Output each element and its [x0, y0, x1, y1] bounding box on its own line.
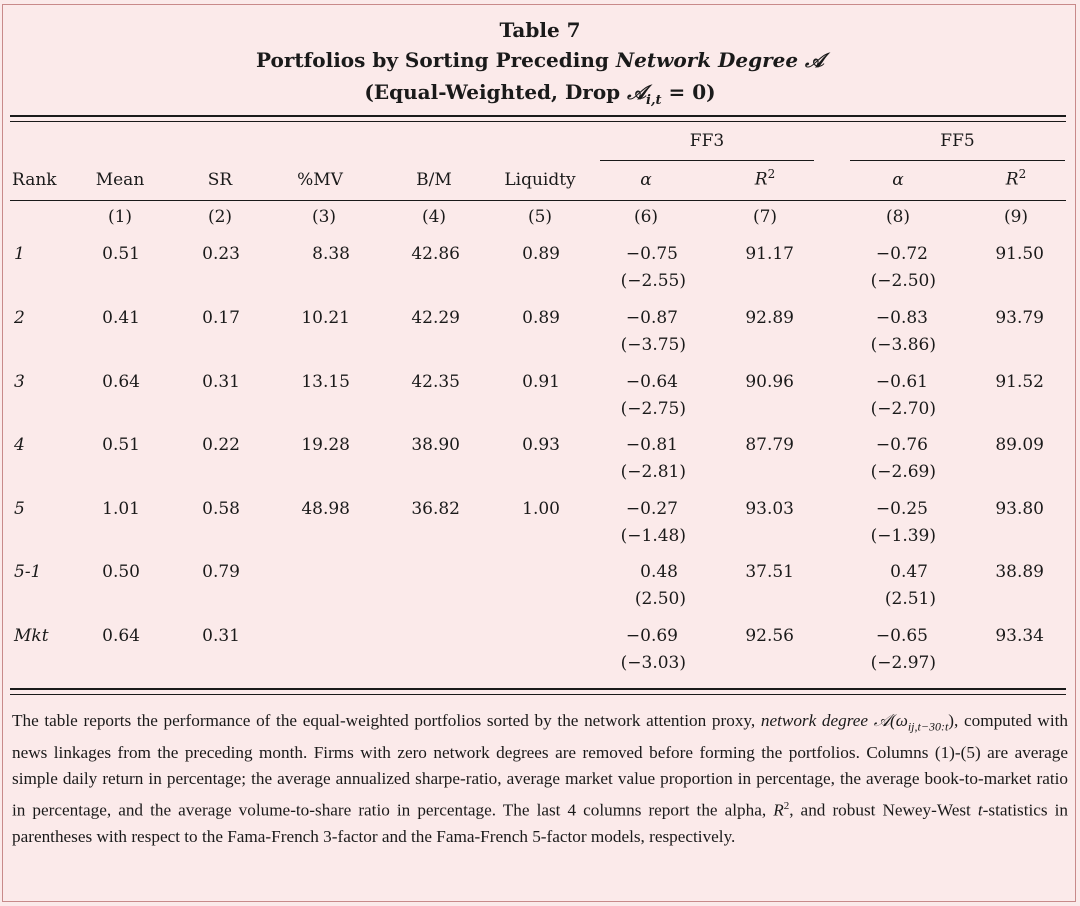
col-alpha-ff3: α	[640, 170, 652, 190]
table-subtitle	[0, 80, 1080, 108]
note-text-3: , and robust Newey-West	[789, 800, 978, 820]
cell-tstat-ff5: (2.51)	[884, 589, 936, 609]
cell-tstat-ff5: (−1.39)	[870, 526, 936, 546]
subtitle-math: 𝒜	[627, 80, 647, 104]
cell-sr: 0.22	[202, 435, 240, 455]
colnum-6: (6)	[633, 207, 659, 227]
cell-alpha-ff5: −0.61	[875, 372, 928, 392]
r2-sup: 2	[1018, 167, 1027, 181]
cell-alpha-ff5: −0.25	[875, 499, 928, 519]
note-text-4: -statistics in parentheses with respect to the Fama-French 3-factor and the Fama-French 5-factor models, respectively.	[12, 800, 1069, 847]
cell-tstat-ff5: (−2.50)	[870, 271, 936, 291]
cell-tstat-ff5: (−2.69)	[870, 462, 936, 482]
cell-mv: 10.21	[301, 308, 350, 328]
r2-symbol: R	[754, 169, 768, 190]
table-title	[0, 48, 1080, 72]
cell-r2-ff5: 91.50	[995, 244, 1044, 264]
cell-bm: 42.35	[411, 372, 460, 392]
note-text-2: ), computed with news linkages from the preceding month. Firms with zero network degrees are removed before forming the portfolios. Columns (1)-(5) are average simple daily return in percentage; the average annualized sharpe-ratio, average market value proportion in percentage, the average book-to-market ratio in percentage, and the average volume-to-share ratio in percentage. The last 4 columns report the alpha,	[12, 711, 1068, 820]
cell-mean: 0.64	[102, 626, 140, 646]
note-r2-sup: 2	[783, 799, 790, 812]
cell-sr: 0.31	[202, 372, 240, 392]
cell-tstat-ff3: (2.50)	[634, 589, 686, 609]
cell-r2-ff3: 92.89	[745, 308, 794, 328]
cell-tstat-ff5: (−2.97)	[870, 653, 936, 673]
cell-alpha-ff5: −0.72	[875, 244, 928, 264]
cell-liquidity: 0.89	[522, 308, 560, 328]
colnum-5: (5)	[527, 207, 553, 227]
cell-alpha-ff5: 0.47	[890, 562, 928, 582]
colnum-7: (7)	[752, 207, 778, 227]
colnum-9: (9)	[1003, 207, 1029, 227]
cell-liquidity: 1.00	[522, 499, 560, 519]
cell-tstat-ff3: (−3.03)	[620, 653, 686, 673]
ff3-header: FF3	[689, 131, 725, 151]
colnum-2: (2)	[207, 207, 233, 227]
r2-symbol: R	[1005, 169, 1019, 190]
cell-r2-ff5: 93.34	[995, 626, 1044, 646]
cell-alpha-ff5: −0.65	[875, 626, 928, 646]
r2-sup: 2	[767, 167, 776, 181]
cell-mv: 48.98	[301, 499, 350, 519]
cell-alpha-ff3: 0.48	[640, 562, 678, 582]
cell-alpha-ff3: −0.87	[625, 308, 678, 328]
note-math: network degree 𝒜(ω	[760, 711, 908, 730]
cell-r2-ff5: 89.09	[995, 435, 1044, 455]
cell-tstat-ff3: (−2.75)	[620, 399, 686, 419]
top-rule	[10, 115, 1066, 117]
cell-tstat-ff3: (−2.81)	[620, 462, 686, 482]
cell-r2-ff5: 38.89	[995, 562, 1044, 582]
note-text-1: The table reports the performance of the equal-weighted portfolios sorted by the network attention proxy,	[12, 711, 756, 730]
cell-sr: 0.79	[202, 562, 240, 582]
row-rank: 3	[14, 372, 25, 392]
title-italic: Network Degree 𝒜	[615, 48, 824, 72]
cell-liquidity: 0.89	[522, 244, 560, 264]
colnum-3: (3)	[311, 207, 337, 227]
cell-r2-ff3: 87.79	[745, 435, 794, 455]
col-r2-ff5	[986, 167, 1046, 190]
cell-mean: 0.51	[102, 244, 140, 264]
cell-bm: 38.90	[411, 435, 460, 455]
subtitle-text: (Equal-Weighted, Drop	[364, 80, 628, 104]
cell-tstat-ff5: (−3.86)	[870, 335, 936, 355]
cell-r2-ff5: 93.79	[995, 308, 1044, 328]
cell-alpha-ff5: −0.83	[875, 308, 928, 328]
cell-mv: 8.38	[312, 244, 350, 264]
ff5-underline	[850, 160, 1065, 161]
cell-mean: 0.51	[102, 435, 140, 455]
cell-sr: 0.58	[202, 499, 240, 519]
subtitle-sub: i,t	[646, 93, 662, 108]
cell-alpha-ff3: −0.27	[625, 499, 678, 519]
row-rank: 5-1	[14, 562, 42, 582]
col-alpha-ff5: α	[892, 170, 904, 190]
cell-r2-ff3: 37.51	[745, 562, 794, 582]
cell-mean: 0.50	[102, 562, 140, 582]
row-rank: 1	[14, 244, 25, 264]
col-mv: %MV	[297, 170, 343, 190]
cell-alpha-ff3: −0.75	[625, 244, 678, 264]
cell-mean: 0.41	[102, 308, 140, 328]
cell-tstat-ff3: (−3.75)	[620, 335, 686, 355]
cell-mv: 19.28	[301, 435, 350, 455]
cell-sr: 0.31	[202, 626, 240, 646]
row-rank: 4	[14, 435, 25, 455]
row-rank: Mkt	[14, 626, 49, 646]
colnum-8: (8)	[885, 207, 911, 227]
cell-alpha-ff3: −0.64	[625, 372, 678, 392]
cell-alpha-ff5: −0.76	[875, 435, 928, 455]
cell-tstat-ff5: (−2.70)	[870, 399, 936, 419]
colnum-1: (1)	[107, 207, 133, 227]
cell-bm: 42.29	[411, 308, 460, 328]
bottom-rule-2	[10, 694, 1066, 695]
cell-sr: 0.17	[202, 308, 240, 328]
note-t: t	[977, 800, 983, 820]
ff3-underline	[600, 160, 814, 161]
subtitle-suffix: = 0)	[661, 80, 716, 104]
col-bm: B/M	[416, 170, 452, 190]
note-math-sub: ij,t−30:t	[907, 719, 949, 734]
cell-r2-ff3: 90.96	[745, 372, 794, 392]
cell-r2-ff3: 91.17	[745, 244, 794, 264]
col-liquidity: Liquidty	[504, 170, 576, 190]
cell-r2-ff3: 92.56	[745, 626, 794, 646]
table-number: Table 7	[499, 18, 581, 42]
colnum-4: (4)	[421, 207, 447, 227]
cell-r2-ff5: 91.52	[995, 372, 1044, 392]
cell-bm: 36.82	[411, 499, 460, 519]
cell-r2-ff3: 93.03	[745, 499, 794, 519]
cell-tstat-ff3: (−1.48)	[620, 526, 686, 546]
cell-alpha-ff3: −0.69	[625, 626, 678, 646]
cell-mv: 13.15	[301, 372, 350, 392]
ff5-header: FF5	[940, 131, 975, 151]
row-rank: 2	[14, 308, 25, 328]
cell-bm: 42.86	[411, 244, 460, 264]
cell-mean: 1.01	[102, 499, 140, 519]
row-rank: 5	[14, 499, 25, 519]
cell-alpha-ff3: −0.81	[625, 435, 678, 455]
top-rule-2	[10, 121, 1066, 122]
note-r2: R	[773, 800, 784, 820]
bottom-rule	[10, 688, 1066, 690]
cell-liquidity: 0.91	[522, 372, 560, 392]
table-note	[12, 708, 1068, 851]
col-rank: Rank	[12, 170, 57, 190]
cell-mean: 0.64	[102, 372, 140, 392]
title-text: Portfolios by Sorting Preceding	[256, 48, 616, 72]
header-rule	[10, 200, 1066, 201]
cell-liquidity: 0.93	[522, 435, 560, 455]
cell-r2-ff5: 93.80	[995, 499, 1044, 519]
col-sr: SR	[207, 170, 233, 190]
col-r2-ff3	[735, 167, 795, 190]
cell-sr: 0.23	[202, 244, 240, 264]
col-mean: Mean	[95, 170, 145, 190]
cell-tstat-ff3: (−2.55)	[620, 271, 686, 291]
